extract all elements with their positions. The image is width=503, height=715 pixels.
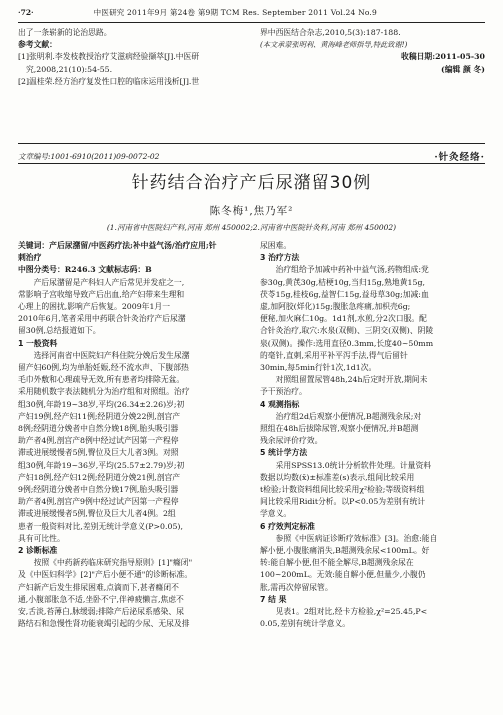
journal-info: 中医研究 2011年9月 第24卷 第9期 TCM Res. September 2011 Vol.24 No.9 — [93, 7, 377, 17]
body-line: 产后尿潴留是产科妇人产后常见并发症之一, — [33, 277, 185, 287]
ref-line: 界中西医结合杂志,2010,5(3):187-188. — [260, 28, 401, 37]
body-line: 治疗组给予加减中药补中益气汤,药物组成:党 — [275, 265, 429, 275]
body-line: 100~200mL。无效:能自解小便,但量少,小腹仍 — [260, 570, 426, 580]
body-line: 转:能自解小便,但不能全解尽,B超测残余尿在 — [260, 558, 414, 568]
body-line: 助产者4例,剖宫产9例中经过试产因第一产程停 — [18, 497, 179, 507]
body-line: 参30g,黄芪30g,桔梗10g,当归15g,熟地黄15g, — [260, 277, 425, 287]
body-line: 残余尿评价疗效。 — [260, 436, 323, 446]
body-line: 照组在48h后拔除尿管,观察小便情况,并B超测 — [260, 424, 419, 434]
body-line: 30min,每5min行针1次,1d1次。 — [260, 363, 377, 373]
body-line: 产妇18例,经产妇12例;经阴道分娩21例,剖宫产 — [18, 472, 181, 482]
body-line: 患者一般资料对比,差别无统计学意义(P>0.05), — [18, 521, 183, 531]
prev-article-right — [260, 27, 485, 76]
keywords-line: 刺治疗 — [18, 253, 42, 263]
body-line: 胀,需再次停留尿管。 — [260, 582, 333, 592]
body-line: 0.05,差别有统计学意义。 — [260, 619, 351, 629]
keywords-line: 关键词：产后尿潴留/中医药疗法;补中益气汤/治疗应用;针 — [18, 241, 217, 250]
body-line: 9例;经阴道分娩者中自然分娩17例,胎头吸引器 — [18, 485, 179, 495]
article-title: 针药结合治疗产后尿潴留30例 — [131, 173, 372, 193]
body-line: 常影响子宫收缩导致产后出血,给产妇带来生理和 — [18, 289, 185, 299]
body-line: 毛巾外敷和心理疏导无效,所有患者均排除无盆。 — [18, 375, 185, 385]
body-line: 治疗组2d后观察小便情况,B超测残余尿;对 — [275, 411, 422, 421]
body-line: 通,小腹部胀急不适,坐卧不宁,伴神疲懒言,焦虑不 — [18, 594, 184, 604]
body-line: 数据以均数(x̄)±标准差(s)表示,组间比较采用 — [260, 472, 415, 482]
body-line: 见表1。2组对比,经卡方检验,χ²=25.45,P< — [275, 607, 428, 617]
acknowledgement: (本文承蒙张明利、黄海峰老师指导,特此致谢!) — [260, 40, 408, 50]
prev-article-left — [18, 27, 250, 88]
meta-rule — [18, 163, 485, 164]
ref-line: [1]张明利.李发枝教授治疗艾滋病经验撷萃[J].中医研 — [18, 52, 200, 62]
section-heading: 3 治疗方法 — [260, 253, 300, 263]
body-line: 留产妇60例,均为单胎妊娠,经不流水声、下腹部热 — [18, 363, 189, 373]
body-line: 8例;经阴道分娩者中自然分娩18例,胎头吸引器 — [18, 424, 179, 434]
section-heading: 4 观测指标 — [260, 399, 300, 409]
body-line: 间比较采用Ridit分析。以P<0.05为差别有统计 — [260, 497, 426, 507]
body-line: 产妇19例,经产妇11例;经阴道分娩22例,剖宫产 — [18, 411, 181, 421]
section-heading: 6 疗效判定标准 — [260, 521, 315, 531]
body-line: 滞或进展缓慢者5例,臀位及巨大儿者3例。对照 — [18, 448, 179, 458]
prev-text: 出了一条崭新的论治思路。 — [18, 28, 112, 37]
body-line: 予干预治疗。 — [260, 387, 307, 397]
ref-line: 究,2008,21(10):54-55. — [26, 64, 113, 74]
page-number: ·72· — [18, 7, 34, 17]
article-meta — [18, 149, 485, 163]
body-line: 茯苓15g,桂枝6g,益智仁15g,益母草30g;加减:血 — [260, 289, 429, 299]
body-line: 2010年6月,笔者采用中药联合针灸治疗产后尿潴 — [18, 314, 186, 324]
section-heading: 7 结 果 — [260, 594, 287, 604]
body-line: t检验;计数资料组间比较采用χ²检验;等级资料组 — [260, 485, 425, 495]
refs-heading: 参考文献： — [18, 40, 57, 50]
body-line: 合针灸治疗,取穴:水泉(双侧)、三阴交(双侧)、阴陵 — [260, 326, 434, 336]
body-line: 泉(双侧)。操作:选用直径0.3mm,长度40~50mm — [260, 338, 434, 348]
running-header — [18, 4, 485, 20]
body-line: 参照《中医病证诊断疗效标准》[3]。治愈:能自 — [275, 533, 438, 543]
ref-line: [2]温桂荣.经方治疗复发性口腔的临床运用浅析[J].世 — [18, 76, 200, 86]
editor-note: (编辑 颜 冬) — [441, 64, 485, 74]
body-line: 心理上的困扰,影响产后恢复。2009年1月一 — [18, 302, 171, 312]
body-line: 助产者4例,剖宫产8例中经过试产因第一产程停 — [18, 436, 179, 446]
body-line: 组30例,年龄19~36岁,平均(25.57±2.79)岁;初 — [18, 460, 185, 470]
keywords-line: 中图分类号：R246.3 文献标志码：B — [18, 265, 152, 275]
body-line: 具有可比性。 — [18, 533, 65, 543]
body-line: 及《中医妇科学》[2]"产后小便不通"的诊断标准。 — [18, 570, 193, 580]
left-column — [18, 240, 250, 631]
body-line: 按照《中药新药临床研究指导原则》[1]"癃闭" — [33, 558, 193, 568]
body-line: 产妇新产后发生排尿困难,点滴而下,甚者癃闭不 — [18, 582, 179, 592]
body-line: 滞或进展缓慢者5例,臀位及巨大儿者4例。2组 — [18, 509, 176, 519]
body-line: 尿困难。 — [260, 241, 292, 250]
section-rule — [18, 143, 485, 144]
body-line: 安,舌淡,苔薄白,脉缓弱;排除产后泌尿系感染、尿 — [18, 607, 184, 617]
body-line: 采用SPSS13.0统计分析软件处理。计量资料 — [275, 460, 432, 470]
body-line: 路结石和急慢性肾功能衰竭引起的少尿、无尿及排 — [18, 619, 190, 629]
received-date: 收稿日期:2011-05-30 — [401, 52, 485, 62]
affiliation: (1.河南省中医院妇产科,河南 郑州 450002;2.河南省中医院针灸科,河南 郑州 450002) — [106, 223, 397, 232]
body-line: 留30例,总结报道如下。 — [18, 326, 101, 336]
header-rule — [18, 22, 485, 23]
body-line: 的毫针,直刺,采用平补平泻手法,得气后留针 — [260, 350, 408, 360]
body-line: 学意义。 — [260, 509, 292, 519]
body-line: 对照组留置尿管48h,24h后定时开放,期间未 — [275, 375, 428, 385]
body-line: 虚,加阿胶(烊化)15g;腹胀急疼痛,加枳壳6g; — [260, 302, 411, 312]
body-line: 选择河南省中医院妇产科住院分娩后发生尿潴 — [33, 350, 190, 360]
body-line: 组30例,年龄19~38岁,平均(26.34±2.26)岁;初 — [18, 399, 185, 409]
section-heading: 1 一般资料 — [18, 338, 58, 348]
authors: 陈冬梅¹,焦乃军² — [209, 205, 294, 217]
section-tag: ·针灸经络· — [434, 152, 485, 163]
doc-code: 文章编号:1001-6910(2011)09-0072-02 — [18, 151, 160, 161]
section-heading: 5 统计学方法 — [260, 448, 308, 458]
body-line: 便秘,加火麻仁10g。1d1剂,水煎,分2次口服。配 — [260, 314, 427, 324]
right-column — [260, 240, 488, 631]
body-line: 采用随机数字表法随机分为治疗组和对照组。治疗 — [18, 387, 190, 397]
section-heading: 2 诊断标准 — [18, 546, 58, 556]
body-line: 解小便,小腹胀痛消失,B超测残余尿<100mL。好 — [260, 546, 430, 556]
